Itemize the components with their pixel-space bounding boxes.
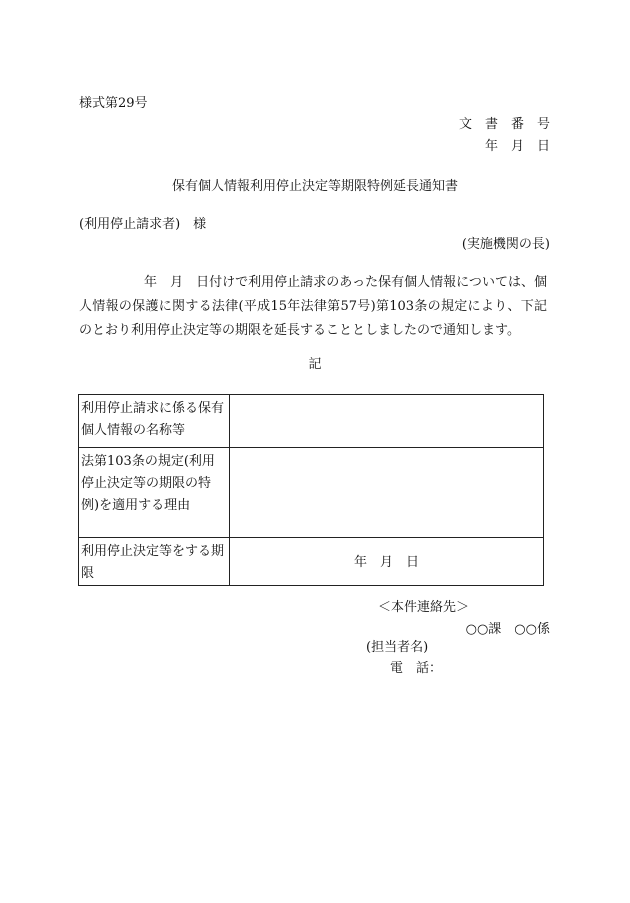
contact-department: ○○課 ○○係 <box>465 622 550 637</box>
row-value: 年 月 日 <box>230 538 544 586</box>
contact-heading: ＜本件連絡先＞ <box>378 600 470 615</box>
document-number-label: 文 書 番 号 <box>458 117 550 132</box>
row-label: 法第103条の規定(利用停止決定等の期限の特例)を適用する理由 <box>79 448 230 538</box>
table-row <box>79 395 544 448</box>
record-table <box>78 394 544 586</box>
ki-heading: 記 <box>308 357 322 372</box>
contact-person: (担当者名) <box>366 640 429 655</box>
table-row <box>79 538 544 586</box>
recipient: (利用停止請求者) 様 <box>79 217 207 232</box>
contact-phone: 電 話： <box>390 661 443 676</box>
row-label: 利用停止決定等をする期限 <box>79 538 230 586</box>
notice-body: 年 月 日付けで利用停止請求のあった保有個人情報については、個人情報の保護に関する法律(平成15年法律第57号)第103条の規定により、下記のとおり利用停止決定等の期限を延長することとしましたので通知します。 <box>79 275 547 338</box>
sender: (実施機関の長) <box>461 237 550 252</box>
row-label: 利用停止請求に係る保有個人情報の名称等 <box>79 395 230 448</box>
table-row <box>79 448 544 538</box>
document-title: 保有個人情報利用停止決定等期限特例延長通知書 <box>171 179 458 194</box>
date-label: 年 月 日 <box>484 139 550 154</box>
form-number: 様式第29号 <box>79 96 148 111</box>
row-value <box>230 448 544 538</box>
row-value <box>230 395 544 448</box>
